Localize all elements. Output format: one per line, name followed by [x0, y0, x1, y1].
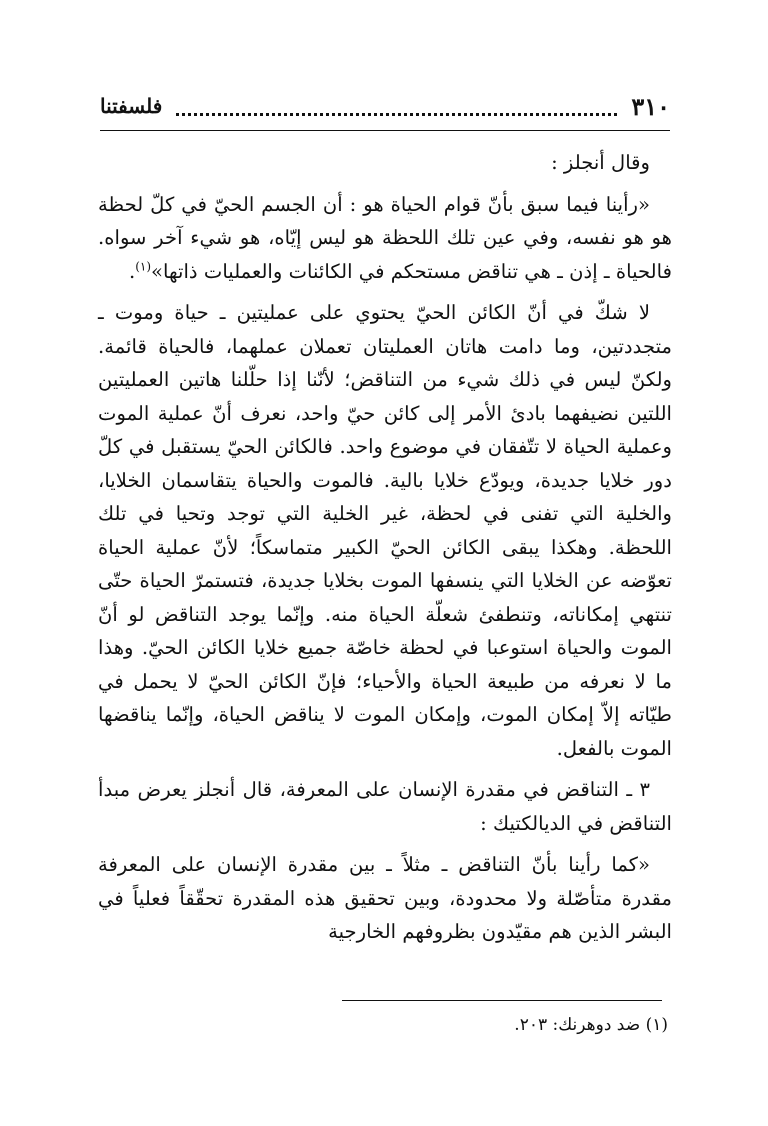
quote-1-text: «رأينا فيما سبق بأنّ قوام الحياة هو : أن الجسم الحيّ في كلّ لحظة هو هو نفسه، وفي عين تلك اللحظة هو ليس إيّاه، هو شيء آخر سواه. فالحياة ـ إذن ـ هي تناقض مستحكم في الكائنات والعمليات ذاتها» — [98, 192, 672, 283]
page-number: ٣١٠ — [631, 91, 670, 121]
quote-1-end: . — [128, 259, 136, 283]
footnote: (١) ضد دوهرنك: ٢٠٣. — [514, 1015, 668, 1035]
paragraph-1: لا شكّ في أنّ الكائن الحيّ يحتوي على عمليتين ـ حياة وموت ـ متجددتين، وما دامت هاتان العمليتان تعملان عملهما، فالحياة قائمة. ولكنّ ليس في ذلك شيء من التناقض؛ لأنّنا إذا حلّلنا هاتين العمليتين اللتين نضيفهما بادئ الأمر إلى كائن حيّ واحد، نعرف أنّ عملية الموت وعملية الحياة لا تتّفقان في موضوع واحد. فالكائن الحيّ يستقبل في كلّ دور خلايا جديدة، ويودّع خلايا بالية. فالموت والحياة يتقاسمان الخلايا، والخلية التي تفنى في لحظة، غير الخلية التي توجد وتحيا في تلك اللحظة. وهكذا يبقى الكائن الحيّ الكبير متماسكاً؛ لأنّ عملية الحياة تعوّضه عن الخلايا التي ينسفها الموت بخلايا جديدة، فتستمرّ الحياة حتّى تنتهي إمكاناته، وتنطفئ شعلّة الحياة منه. وإنّما يوجد التناقض لو أنّ الموت والحياة استوعبا في لحظة خاصّة جميع خلايا الكائن الحيّ. وهذا ما لا نعرفه من طبيعة الحياة والأحياء؛ فإنّ الكائن الحيّ لا يحمل في طيّاته إلاّ إمكان الموت، وإمكان الموت لا يناقض الحياة، وإنّما يناقضها الموت بالفعل. — [98, 301, 672, 760]
paragraph-2: ٣ ـ التناقض في مقدرة الإنسان على المعرفة، قال أنجلز يعرض مبدأ التناقض في الديالكتيك : — [98, 778, 672, 835]
quote-paragraph-2: «كما رأينا بأنّ التناقض ـ مثلاً ـ بين مقدرة الإنسان على المعرفة مقدرة متأصّلة ولا محدودة، وبين تحقيق هذه المقدرة تحقّقاً فعلياً في البشر الذين هم مقيّدون بظروفهم الخارجية — [98, 853, 672, 943]
running-title: فلسفتنا — [100, 94, 163, 118]
intro-line: وقال أنجلز : — [551, 151, 650, 174]
quote-paragraph-1 — [98, 188, 672, 289]
footnote-reference: (١) — [135, 258, 152, 273]
page-header — [100, 86, 670, 131]
footnote-divider — [342, 1000, 662, 1001]
page-body — [98, 146, 672, 957]
header-dotted-leader — [176, 97, 617, 116]
